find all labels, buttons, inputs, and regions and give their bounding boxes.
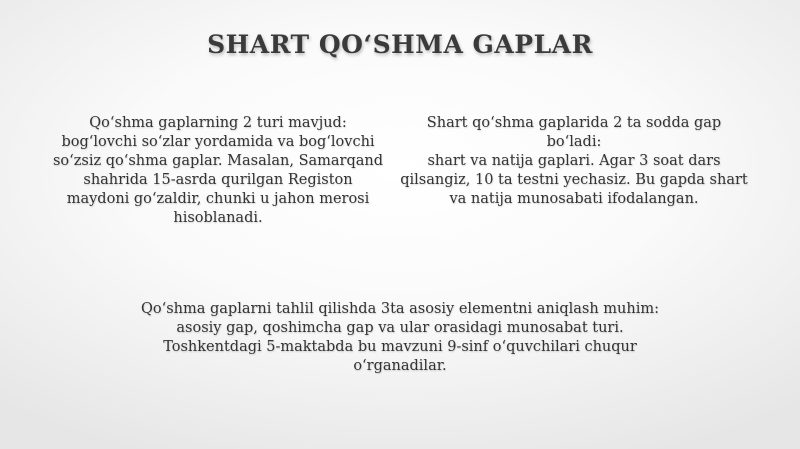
paragraph-right: Shart qo‘shma gaplarida 2 ta sodda gap bo‘ladi: shart va natija gaplari. Agar 3 soat dars qilsangiz, 10 ta testni yechasiz. Bu gapda shart va natija munosabati ifodalangan.	[400, 115, 748, 207]
slide-title: SHART QO‘SHMA GAPLAR	[207, 30, 593, 59]
paragraph-left: Qo‘shma gaplarning 2 turi mavjud: bog‘lovchi so‘zlar yordamida va bog‘lovchi so‘zsiz qo‘shma gaplar. Masalan, Samarqand shahrida 15-asrda qurilgan Registon maydoni go‘zaldir, chunki u jahon merosi hisoblanadi.	[52, 115, 384, 226]
paragraph-bottom: Qo‘shma gaplarni tahlil qilishda 3ta asosiy elementni aniqlash muhim: asosiy gap, qoshimcha gap va ular orasidagi munosabat turi. Toshkentdagi 5-maktabda bu mavzuni 9-sinf o‘quvchilari chuqur o‘rganadilar.	[140, 301, 659, 374]
